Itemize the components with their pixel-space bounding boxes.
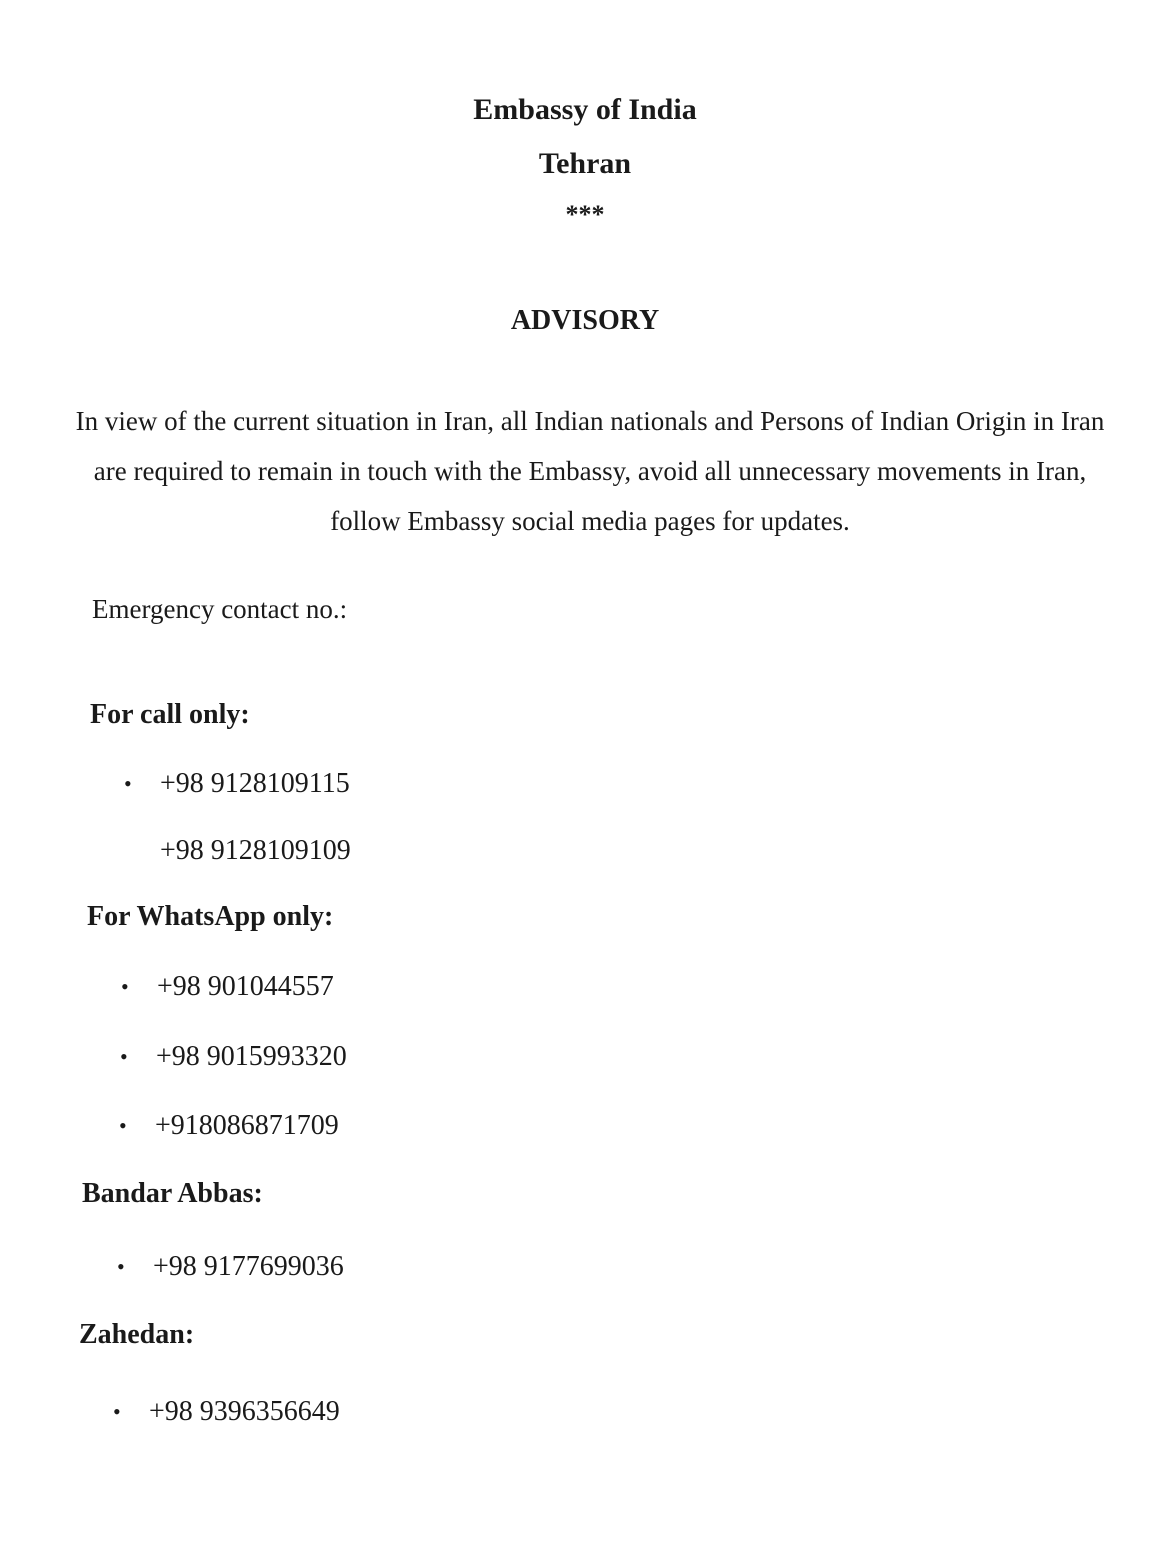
bullet-icon: • [120, 1044, 128, 1069]
bullet-icon: • [113, 1399, 121, 1424]
bullet-icon: • [121, 974, 129, 999]
zahedan-section-title: Zahedan: [79, 1319, 195, 1350]
emergency-contact-label: Emergency contact no.: [92, 594, 348, 624]
bullet-icon: • [117, 1254, 125, 1279]
phone-number: +98 9128109109 [160, 835, 351, 866]
city-name: Tehran [538, 147, 632, 180]
separator-stars: *** [565, 200, 605, 229]
advisory-body: In view of the current situation in Iran, all Indian nationals and Persons of Indian Origin in Iran are required to remain in touch with the Embassy, avoid all unnecessary movements in Iran, follow Embassy social media pages for updates. [75, 406, 1105, 536]
phone-number: +98 9128109115 [160, 768, 350, 799]
phone-number: +98 9396356649 [149, 1396, 340, 1427]
phone-number: +918086871709 [155, 1110, 339, 1141]
bandar-abbas-section-title: Bandar Abbas: [82, 1178, 263, 1209]
embassy-name: Embassy of India [473, 93, 697, 126]
phone-number: +98 901044557 [157, 971, 334, 1002]
call-section-title: For call only: [90, 699, 250, 730]
whatsapp-section-title: For WhatsApp only: [87, 901, 334, 932]
phone-number: +98 9015993320 [156, 1041, 347, 1072]
advisory-title: ADVISORY [510, 305, 660, 336]
phone-number: +98 9177699036 [153, 1251, 344, 1282]
bullet-icon: • [119, 1113, 127, 1138]
bullet-icon: • [124, 771, 132, 796]
